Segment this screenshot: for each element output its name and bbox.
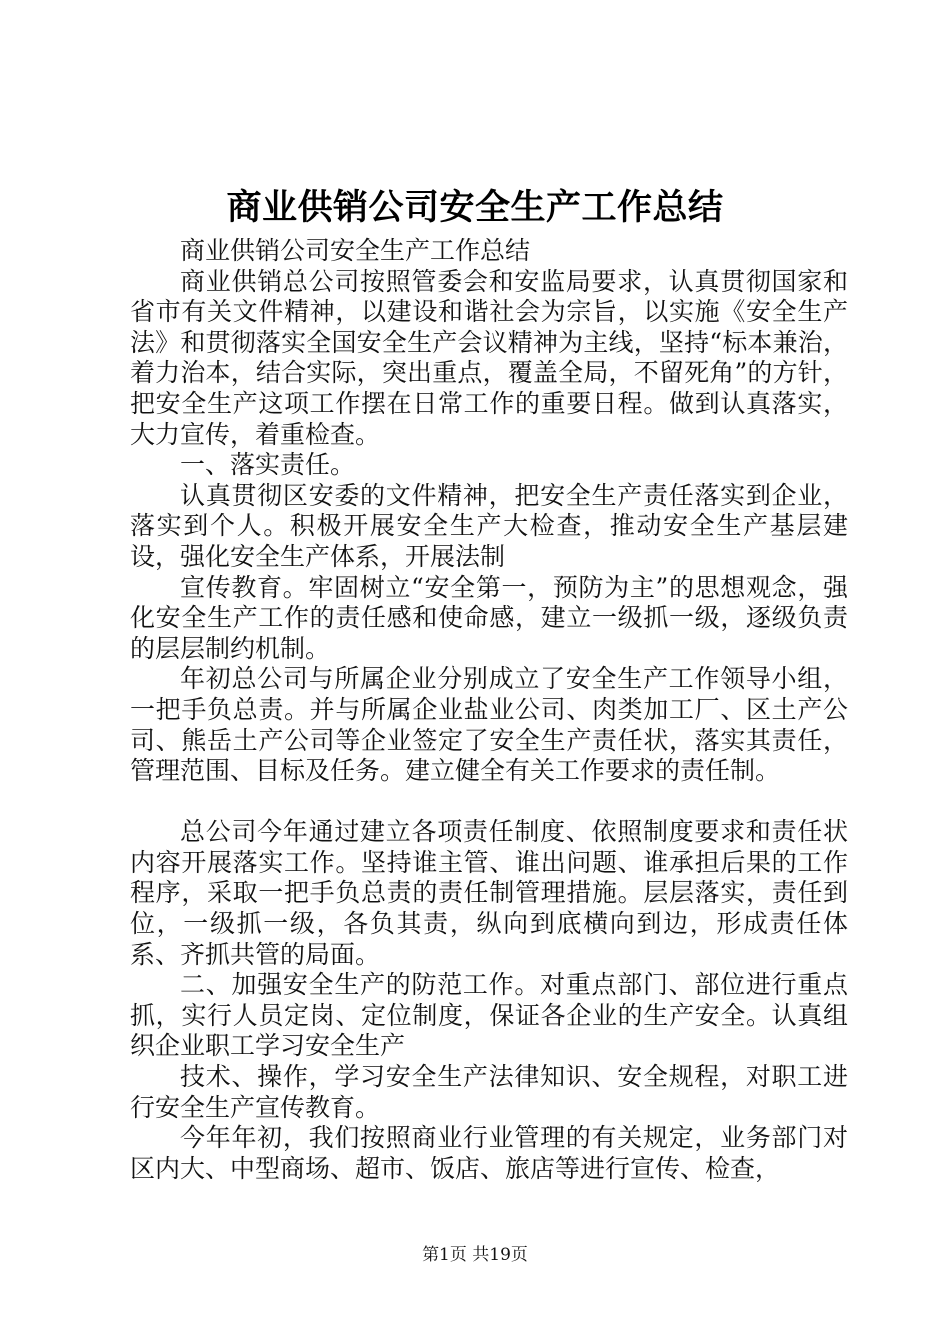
paragraph: 总公司今年通过建立各项责任制度、依照制度要求和责任状内容开展落实工作。坚持谁主管、谁出问题、谁承担后果的工作程序，采取一把手负总责的责任制管理措施。层层落实，责任到位，一级抓一级，各负其责，纵向到底横向到边，形成责任体系、齐抓共管的局面。 [130,817,848,969]
paragraph-intro: 商业供销总公司按照管委会和安监局要求，认真贯彻国家和省市有关文件精神，以建设和谐社会为宗旨，以实施《安全生产法》和贯彻落实全国安全生产会议精神为主线，坚持“标本兼治，着力治本，结合实际，突出重点，覆盖全局，不留死角”的方针，把安全生产这项工作摆在日常工作的重要日程。做到认真落实，大力宣传，着重检查。 [130,266,848,449]
section-heading-1: 一、落实责任。 [180,450,356,480]
paragraph: 今年年初，我们按照商业行业管理的有关规定，业务部门对区内大、中型商场、超市、饭店、旅店等进行宣传、检查， [130,1123,848,1183]
paragraph: 年初总公司与所属企业分别成立了安全生产工作领导小组，一把手负总责。并与所属企业盐业公司、肉类加工厂、区土产公司、熊岳土产公司等企业签定了安全生产责任状，落实其责任，管理范围、目标及任务。建立健全有关工作要求的责任制。 [130,664,848,786]
page-number: 第1页 共19页 [422,1245,528,1265]
paragraph: 宣传教育。牢固树立“安全第一，预防为主”的思想观念，强化安全生产工作的责任感和使命感，建立一级抓一级，逐级负责的层层制约机制。 [130,572,848,663]
section-heading-2: 二、加强安全生产的防范工作。对重点部门、部位进行重点抓，实行人员定岗、定位制度，保证各企业的生产安全。认真组织企业职工学习安全生产 [130,970,848,1061]
paragraph: 技术、操作，学习安全生产法律知识、安全规程，对职工进行安全生产宣传教育。 [130,1062,848,1122]
paragraph-subtitle: 商业供销公司安全生产工作总结 [180,236,531,265]
document-title: 商业供销公司安全生产工作总结 [226,187,724,228]
paragraph: 认真贯彻区安委的文件精神，把安全生产责任落实到企业，落实到个人。积极开展安全生产大检查，推动安全生产基层建设，强化安全生产体系，开展法制 [130,480,848,571]
document-body [130,236,848,1184]
